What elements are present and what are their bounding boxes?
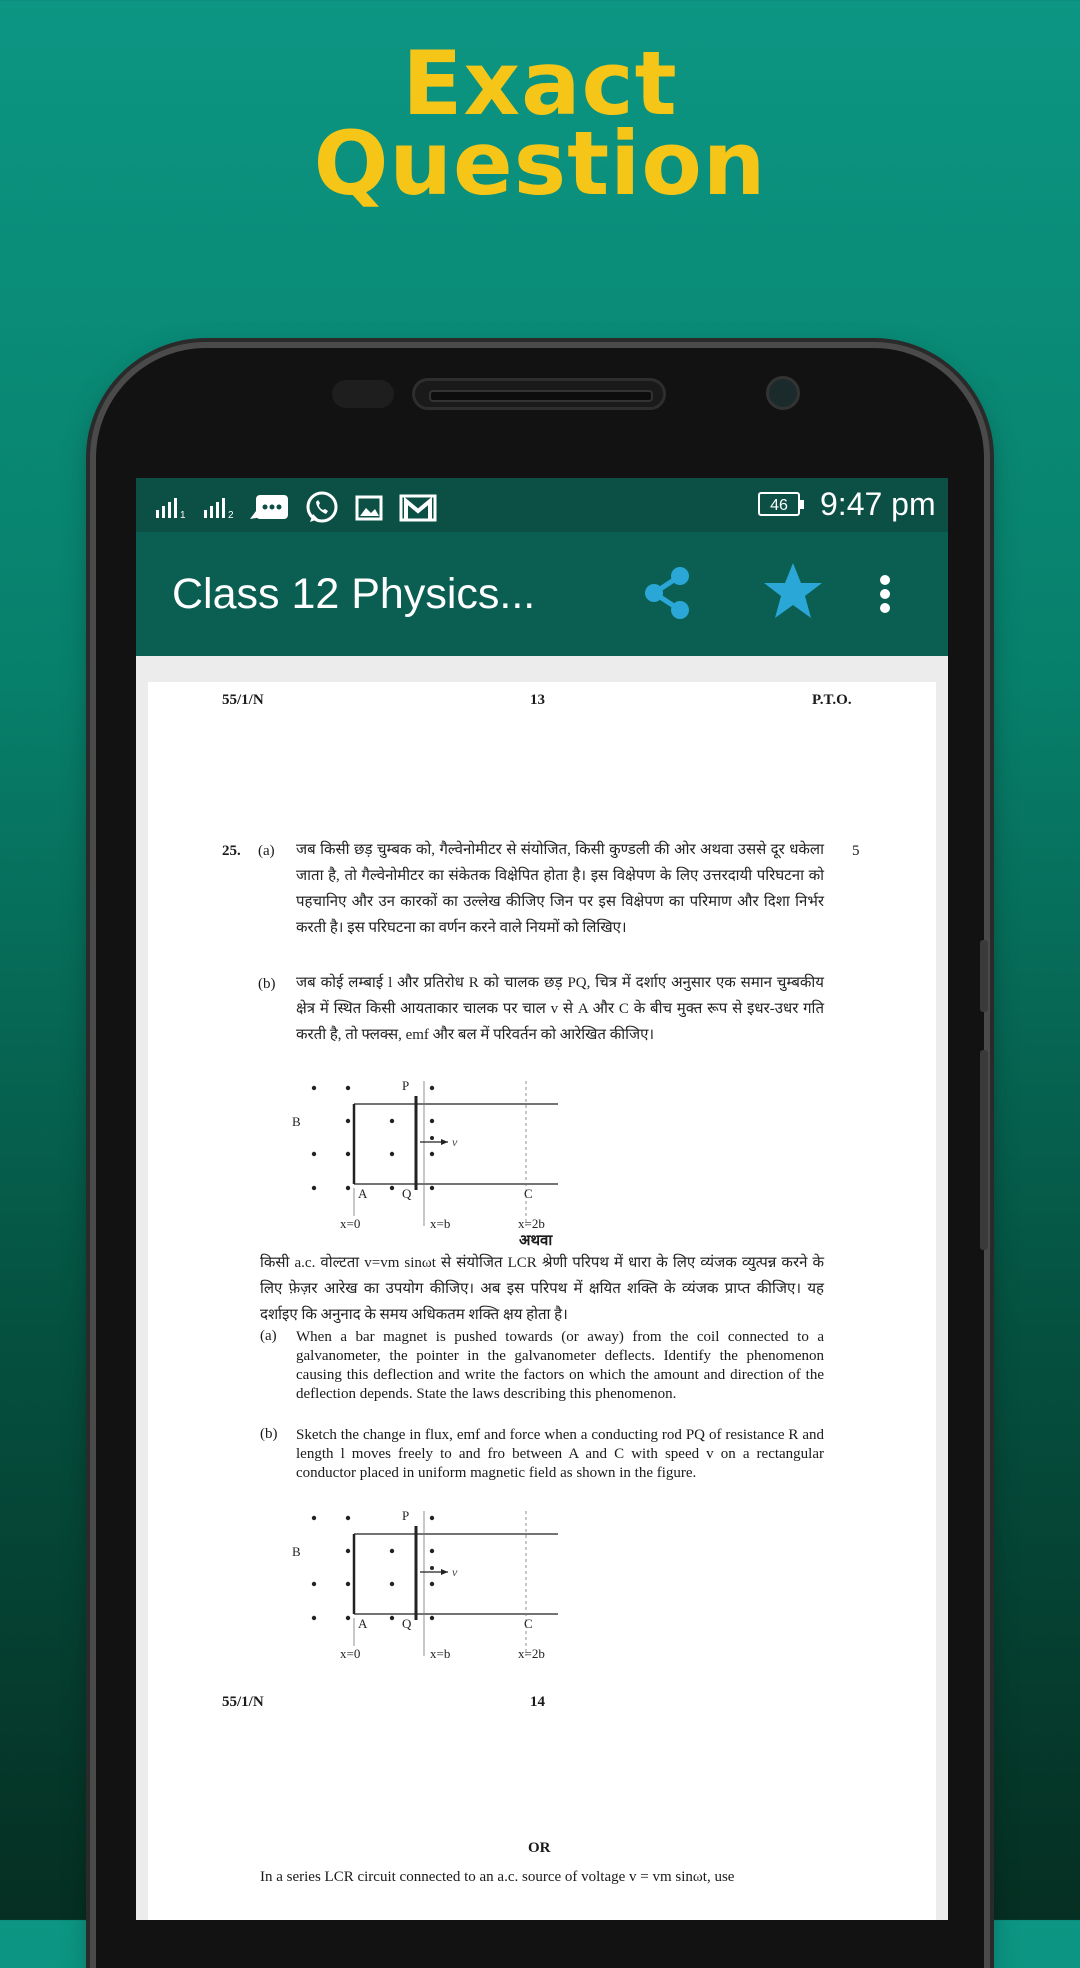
app-title: Class 12 Physics... — [172, 570, 536, 618]
clock: 9:47 pm — [820, 486, 936, 522]
promo-line-1: Exact — [402, 32, 678, 135]
english-part-a-text: When a bar magnet is pushed towards (or away) from the coil connected to a galvanometer, the pointer in the galvanometer deflects. Identify the phenomenon causing this deflection and write the factors on which the amount and direction of the deflection depends. State the laws describing this phenomenon. — [296, 1329, 824, 1402]
label-v: v — [452, 1565, 458, 1579]
footer-page-number: 14 — [530, 1694, 545, 1710]
label-c: C — [524, 1616, 533, 1631]
label-a: A — [358, 1616, 368, 1631]
label-b: B — [292, 1114, 301, 1129]
english-part-b-label: (b) — [260, 1426, 278, 1442]
label-xb: x=b — [430, 1646, 451, 1661]
more-vert-icon[interactable] — [878, 574, 892, 614]
promo-headline — [0, 32, 1080, 215]
phone-screen — [136, 478, 948, 1920]
hindi-or-text: किसी a.c. वोल्टता v=vm sinωt से संयोजित LCR श्रेणी परिपथ में धारा के लिए व्यंजक व्युत्पन्न करने के लिए फ़ेज़र आरेख का उपयोग कीजिए। अब इस परिपथ में क्षयित शक्ति के व्यंजक प्राप्त कीजिए। यह दर्शाइए कि अनुनाद के समय अधिकतम शक्ति क्षय होता है। — [260, 1255, 824, 1323]
english-part-a-label: (a) — [260, 1328, 277, 1344]
hindi-part-b-text: जब कोई लम्बाई l और प्रतिरोध R को चालक छड़ PQ, चित्र में दर्शाए अनुसार एक समान चुम्बकीय क्षेत्र में स्थित किसी आयताकार चालक पर चाल v से A और C के बीच मुक्त रूप से इधर-उधर गति करती है, तो फ्लक्स, emf और बल में परिवर्तन को आरेखित कीजिए। — [296, 975, 824, 1043]
label-xb: x=b — [430, 1216, 451, 1231]
circuit-figure-2 — [288, 1506, 578, 1666]
front-camera — [766, 376, 800, 410]
star-icon[interactable] — [762, 560, 824, 622]
message-icon — [250, 493, 290, 531]
gmail-icon — [398, 493, 438, 531]
footer-paper-code: 55/1/N — [222, 1694, 264, 1710]
whatsapp-icon — [304, 490, 340, 534]
question-number: 25. — [222, 843, 241, 859]
label-c: C — [524, 1186, 533, 1201]
share-icon[interactable] — [636, 562, 698, 624]
label-x2b: x=2b — [518, 1216, 545, 1231]
circuit-figure-1 — [288, 1076, 578, 1236]
app-bar — [136, 532, 948, 656]
label-x0: x=0 — [340, 1216, 361, 1231]
signal-icon — [202, 496, 236, 528]
label-p: P — [402, 1078, 410, 1093]
battery-icon: 46 — [758, 492, 800, 516]
hindi-part-b-label: (b) — [258, 976, 276, 992]
signal-icon — [154, 496, 188, 528]
power-button — [980, 940, 988, 1012]
pto-label: P.T.O. — [812, 692, 852, 708]
label-x0: x=0 — [340, 1646, 361, 1661]
label-b: B — [292, 1544, 301, 1559]
svg-text:2: 2 — [228, 510, 234, 520]
earpiece-speaker — [412, 378, 666, 410]
page-number: 13 — [530, 692, 545, 708]
question-paper-page[interactable] — [148, 682, 936, 1920]
label-a: A — [358, 1186, 368, 1201]
svg-text:1: 1 — [180, 510, 186, 520]
label-v: v — [452, 1135, 458, 1149]
paper-code: 55/1/N — [222, 692, 264, 708]
promo-line-2: Question — [313, 112, 767, 215]
or-hindi: अथवा — [519, 1233, 553, 1249]
marks-label: 5 — [852, 843, 860, 859]
english-or-text: In a series LCR circuit connected to an a.c. source of voltage v = vm sinωt, use — [260, 1869, 735, 1885]
hindi-part-a-label: (a) — [258, 843, 275, 859]
english-part-b-text: Sketch the change in flux, emf and force when a conducting rod PQ of resistance R and length l moves freely to and fro between A and C with speed v on a rectangular conductor placed in uniform magnetic field as shown in the figure. — [296, 1427, 824, 1481]
or-english: OR — [528, 1840, 551, 1856]
label-q: Q — [402, 1186, 412, 1201]
status-bar — [136, 478, 948, 532]
label-q: Q — [402, 1616, 412, 1631]
label-p: P — [402, 1508, 410, 1523]
hindi-part-a-text: जब किसी छड़ चुम्बक को, गैल्वेनोमीटर से संयोजित, किसी कुण्डली की ओर अथवा उससे दूर धकेला जाता है, तो गैल्वेनोमीटर का संकेतक विक्षेपित होता है। इस विक्षेपण के लिए उत्तरदायी परिघटना को पहचानिए और उन कारकों का उल्लेख कीजिए जिन पर इस विक्षेपण का परिमाण और दिशा निर्भर करती है। इस परिघटना का वर्णन करने वाले नियमों को लिखिए। — [296, 842, 824, 936]
gallery-icon — [354, 494, 384, 530]
proximity-sensor — [332, 380, 394, 408]
volume-button — [980, 1050, 988, 1250]
label-x2b: x=2b — [518, 1646, 545, 1661]
